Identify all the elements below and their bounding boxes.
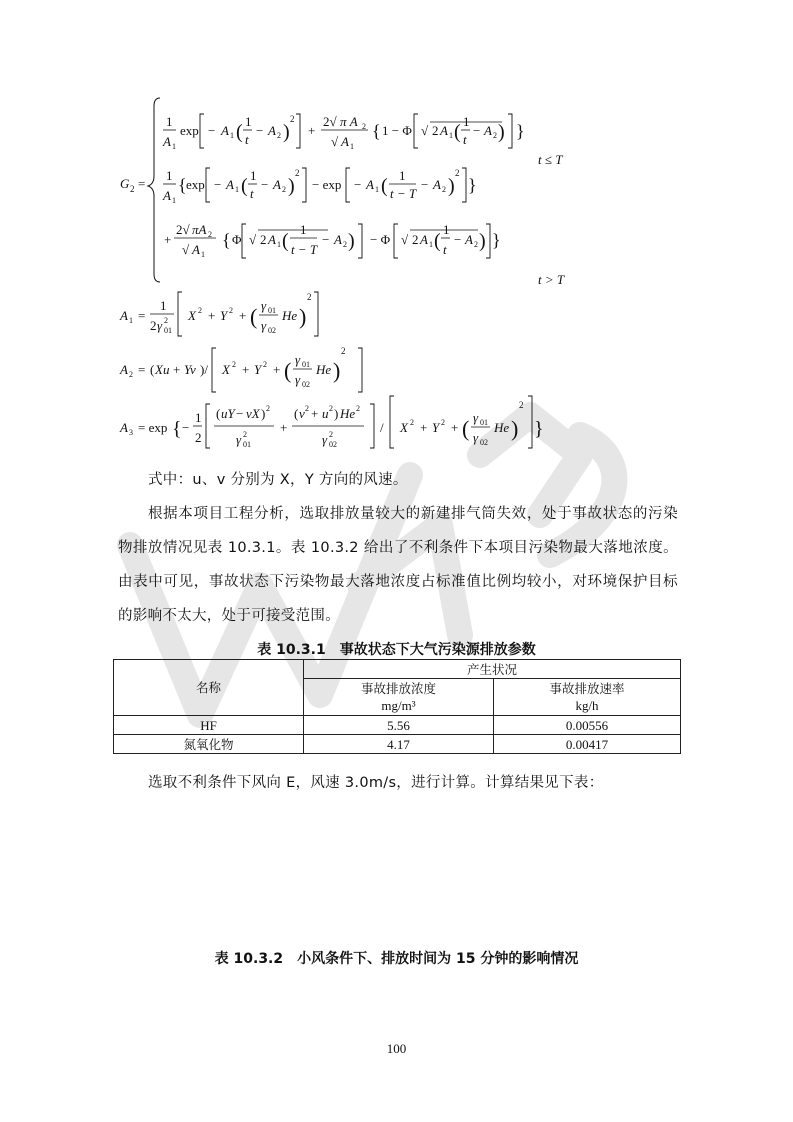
svg-text:X: X [400,420,408,435]
svg-text:01: 01 [268,306,276,315]
svg-text:2: 2 [164,316,168,325]
svg-text:A: A [120,308,128,323]
formula-a3 [119,396,544,449]
svg-text:γ: γ [157,318,163,333]
svg-text:2: 2 [290,114,295,124]
svg-text:2: 2 [412,232,419,247]
svg-text:01: 01 [243,440,251,449]
svg-text:+: + [273,362,281,377]
svg-text:): ) [479,230,486,252]
cond-gt: t > T [538,272,565,287]
svg-text:+: + [280,420,288,435]
svg-text:t: t [245,132,249,147]
svg-text:√: √ [331,134,339,149]
svg-text:A: A [120,362,128,377]
svg-text:γ: γ [261,298,267,313]
svg-text:= exp: = exp [138,420,168,435]
svg-text:√: √ [182,242,190,257]
svg-text:2: 2 [150,318,157,333]
svg-text:Φ: Φ [232,232,242,247]
svg-text:2: 2 [410,418,414,427]
svg-text:1: 1 [160,298,167,313]
svg-text:A: A [163,134,171,149]
svg-text:2: 2 [329,404,333,413]
svg-text:2: 2 [432,123,439,138]
row-conc: 5.56 [304,716,494,735]
svg-text:t: t [250,186,254,201]
svg-text:+: + [451,420,459,435]
svg-text:1: 1 [375,185,379,194]
svg-text:1: 1 [463,114,470,129]
svg-text:exp: exp [186,177,205,192]
svg-text:1: 1 [129,316,133,325]
svg-text:1: 1 [172,142,176,151]
svg-text:2: 2 [356,404,360,413]
row-rate: 0.00556 [494,716,681,735]
svg-text:(: ( [236,121,243,143]
svg-text:2: 2 [282,185,286,194]
table-row [114,735,681,754]
svg-text:2: 2 [343,240,347,249]
svg-text:(: ( [216,406,221,421]
svg-text:2: 2 [329,430,333,439]
svg-text:+: + [173,362,181,377]
svg-text:−: − [421,177,429,192]
svg-text:−: − [208,123,216,138]
svg-text:2: 2 [232,360,236,369]
formula-row-3 [164,222,501,259]
svg-text:A: A [420,232,428,247]
header-col2 [494,679,681,716]
svg-text:}: } [534,418,544,440]
svg-text:Y: Y [254,362,262,377]
svg-text:A: A [120,420,128,435]
svg-text:A: A [221,123,229,138]
svg-text:}: } [492,230,501,250]
svg-text:Y: Y [220,308,228,323]
svg-text:02: 02 [329,440,337,449]
svg-text:01: 01 [302,360,310,369]
svg-text:1: 1 [250,168,257,183]
svg-text:=: = [138,308,146,323]
table-row [114,716,681,735]
svg-text:−: − [182,420,190,435]
svg-text:): ) [283,121,290,143]
svg-text:Yv: Yv [184,362,196,377]
svg-text:(: ( [284,358,292,383]
svg-text:−: − [454,232,462,247]
svg-text:1: 1 [166,114,173,129]
svg-text:): ) [333,358,341,383]
svg-text:=: = [138,362,146,377]
svg-text:A: A [366,177,374,192]
svg-text:γ: γ [261,318,267,333]
svg-text:u: u [322,406,329,421]
svg-text:): ) [348,230,355,252]
svg-text:(: ( [150,362,155,377]
svg-text:A: A [465,232,473,247]
svg-text:2: 2 [341,346,346,356]
svg-text:γ: γ [295,352,301,367]
svg-text:√: √ [249,232,257,247]
svg-text:): ) [288,175,295,197]
svg-text:1: 1 [350,142,354,151]
svg-text:√: √ [421,123,429,138]
svg-text:A: A [268,232,276,247]
svg-text:02: 02 [480,438,488,447]
svg-text:2: 2 [195,430,202,445]
svg-text:+: + [208,308,216,323]
svg-text:−: − [256,123,264,138]
svg-text:√: √ [401,232,409,247]
svg-text:1: 1 [277,240,281,249]
svg-text:2: 2 [229,306,233,315]
svg-text:{: { [178,175,187,195]
svg-text:1: 1 [443,222,450,237]
svg-text:He: He [340,406,356,421]
svg-text:vX: vX [246,406,260,421]
svg-text:): ) [511,416,519,441]
svg-text:A: A [273,177,281,192]
svg-text:t − T: t − T [291,242,318,257]
svg-text:+: + [420,420,428,435]
formula-row-1 [162,114,525,151]
svg-text:3: 3 [129,428,133,437]
svg-text:X: X [188,308,196,323]
svg-text:1: 1 [195,410,202,425]
svg-text:01: 01 [480,418,488,427]
svg-text:uY: uY [221,406,235,421]
svg-text:A: A [334,232,342,247]
svg-text:)/: )/ [200,362,208,377]
svg-text:2: 2 [307,292,312,302]
header-col1 [304,679,494,716]
svg-text:=: = [138,176,146,191]
svg-text:(: ( [282,230,289,252]
svg-text:2: 2 [263,360,267,369]
svg-text:− exp: − exp [312,177,342,192]
col1-label: 事故排放浓度 [360,681,436,696]
svg-text:He: He [282,308,298,323]
svg-text:A: A [268,123,276,138]
svg-text:(: ( [454,121,461,143]
svg-text:γ: γ [322,432,328,447]
svg-text:A: A [440,123,448,138]
svg-text:{: { [372,121,381,141]
row-conc: 4.17 [304,735,494,754]
svg-text:γ: γ [295,372,301,387]
svg-text:A: A [484,123,492,138]
g2-lhs [120,176,145,194]
svg-text:Xu: Xu [155,362,170,377]
svg-text:Y: Y [432,420,440,435]
svg-text:1: 1 [300,222,307,237]
svg-text:1: 1 [201,250,205,259]
svg-text:2: 2 [243,430,247,439]
row-name: 氮氧化物 [114,735,304,754]
formula-block [118,96,598,456]
svg-text:1: 1 [449,131,453,140]
svg-text:2: 2 [441,418,445,427]
svg-text:(: ( [381,175,388,197]
svg-text:): ) [261,406,266,421]
svg-text:}: } [468,175,477,195]
formula-a2 [119,346,362,392]
emission-table [113,659,681,754]
svg-text:γ: γ [473,410,479,425]
calc-line: 选取不利条件下风向 E，风速 3.0m/s，进行计算。计算结果见下表： [148,775,604,791]
svg-text:): ) [448,175,455,197]
svg-text:He: He [316,362,332,377]
svg-text:πA: πA [192,222,207,237]
row-name: HF [114,716,304,735]
page-number: 100 [386,1041,407,1056]
svg-text:2: 2 [129,370,133,379]
col2-label: 事故排放速率 [549,681,625,696]
svg-text:+: + [311,406,319,421]
svg-text:/: / [380,420,384,435]
svg-text:−: − [322,232,330,247]
svg-text:+: + [308,123,316,138]
svg-text:+: + [239,308,247,323]
col1-unit: mg/m³ [381,698,416,713]
table2-caption: 表 10.3.2 小风条件下、排放时间为 15 分钟的影响情况 [214,951,579,967]
svg-text:−: − [214,177,222,192]
svg-text:}: } [516,121,525,141]
svg-text:1: 1 [429,240,433,249]
svg-text:2: 2 [519,400,524,410]
header-name: 名称 [114,660,304,716]
svg-text:γ: γ [236,432,242,447]
svg-text:A: A [163,188,171,203]
svg-text:−: − [354,177,362,192]
svg-text:2√: 2√ [323,114,337,129]
row-rate: 0.00417 [494,735,681,754]
where-line: 式中：u、v 分别为 X，Y 方向的风速。 [148,472,408,488]
svg-text:): ) [498,121,505,143]
svg-text:1: 1 [166,168,173,183]
svg-text:2: 2 [362,122,366,131]
svg-text:(: ( [434,230,441,252]
svg-text:2: 2 [295,168,300,178]
svg-text:02: 02 [302,380,310,389]
svg-text:2: 2 [198,306,202,315]
svg-text:): ) [334,406,339,421]
svg-text:): ) [299,304,307,329]
svg-text:{: { [172,418,182,440]
svg-text:2: 2 [208,230,212,239]
svg-text:2: 2 [442,185,446,194]
svg-text:v: v [299,406,305,421]
svg-text:(: ( [462,416,470,441]
svg-text:2√: 2√ [176,222,190,237]
svg-text:1 − Φ: 1 − Φ [382,123,412,138]
svg-text:1: 1 [399,168,406,183]
svg-text:2: 2 [130,184,135,194]
svg-text:π A: π A [340,114,358,129]
svg-text:2: 2 [266,404,270,413]
cond-le: t ≤ T [538,152,563,167]
table1-caption: 表 10.3.1 事故状态下大气污染源排放参数 [257,642,536,658]
svg-text:+: + [242,362,250,377]
svg-text:A: A [341,134,349,149]
formula-a1 [119,292,318,336]
svg-text:1: 1 [230,131,234,140]
svg-text:X: X [222,362,230,377]
svg-text:(: ( [241,175,248,197]
svg-text:−: − [236,406,244,421]
svg-text:t − T: t − T [390,186,417,201]
svg-text:(: ( [250,304,258,329]
svg-text:2: 2 [277,131,281,140]
svg-text:2: 2 [305,404,309,413]
svg-text:2: 2 [493,131,497,140]
svg-text:01: 01 [164,326,172,335]
svg-text:{: { [222,230,231,250]
svg-text:G: G [120,176,130,191]
svg-text:A: A [433,177,441,192]
svg-text:A: A [192,242,200,257]
svg-text:−: − [261,177,269,192]
svg-text:2: 2 [260,232,267,247]
svg-text:(: ( [294,406,299,421]
svg-text:t: t [443,242,447,257]
svg-text:A: A [226,177,234,192]
formula-row-2 [162,168,477,205]
svg-text:1: 1 [245,114,252,129]
svg-text:−: − [473,123,481,138]
body-paragraph: 根据本项目工程分析，选取排放量较大的新建排气筒失效，处于事故状态的污染物排放情况见表 10.3.1。表 10.3.2 给出了不利条件下本项目污染物最大落地浓度。由表中可见，事故状态下污染物最大落地浓度占标准值比例均较小，对环境保护目标的影响不太大，处于可接受范围。 [118,506,678,624]
svg-text:2: 2 [455,168,460,178]
svg-text:02: 02 [268,326,276,335]
col2-unit: kg/h [575,698,599,713]
svg-text:+: + [164,232,172,247]
svg-text:2: 2 [474,240,478,249]
svg-text:t: t [463,132,467,147]
svg-text:He: He [494,420,510,435]
svg-text:1: 1 [235,185,239,194]
svg-text:1: 1 [172,196,176,205]
header-group: 产生状况 [304,660,681,679]
svg-text:γ: γ [473,430,479,445]
svg-text:exp: exp [180,123,199,138]
svg-text:− Φ: − Φ [370,232,391,247]
